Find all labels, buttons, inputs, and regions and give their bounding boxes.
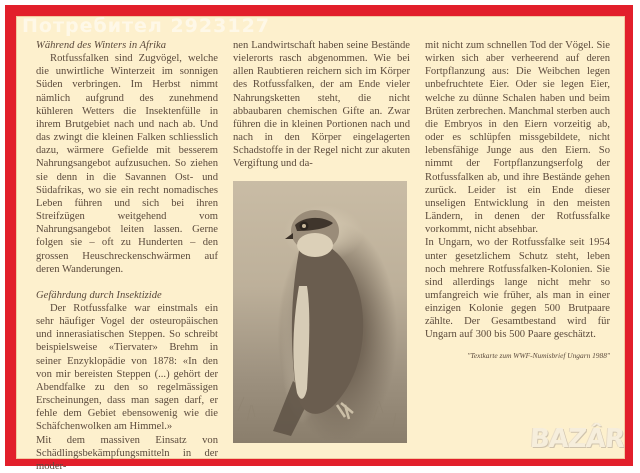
falcon-illustration-icon xyxy=(233,181,407,443)
text-column-3 xyxy=(425,39,610,342)
section-heading-winter: Während des Winters in Afrika xyxy=(36,40,167,51)
falcon-photo xyxy=(233,181,407,443)
paragraph-pesticides: Mit dem massiven Einsatz von Schädlingsbekämpfungsmitteln in der moder- xyxy=(36,434,218,472)
paragraph-migration: Rotfussfalken sind Zugvögel, welche die unwirtliche Winterzeit im sonnigen Süden verbringen. Im Herbst nimmt nämlich aufgrund des zunehmend kühleren Wetters die Insektenfülle in ihrem Brutgebiet nach und nach ab. Und das zwingt die kleinen Falken schliesslich dazu, wärmere Gefielde mit besserem Nahrungsangebot aufzusuchen. So ziehen sie denn in die Savannen Ost- und Südafrikas, wo sie ein recht nomadisches Leben führen und sich bei ihren Streifzügen weitgehend vom Nahrungsangebot leiten lassen. Gerne folgen sie – oft zu Hunderten – den grossen Heuschreckenschwärmen auf deren Wanderungen. xyxy=(36,53,218,275)
paragraph-hungary: In Ungarn, wo der Rotfussfalke seit 1954 unter gesetzlichem Schutz steht, leben noch mehrere Rotfussfalken-Kolonien. Sie sind allerdings lange nicht mehr so umfangreich wie früher, als man in einer einzigen Kolonie gegen 500 Brutpaare zählte. Der Gesamtbestand wird für Ungarn auf 300 bis 500 Paare geschätzt. xyxy=(425,237,610,341)
bazar-logo-watermark: BAZÂR xyxy=(528,424,625,454)
text-column-2 xyxy=(233,39,410,171)
text-column-1 xyxy=(36,39,218,473)
seller-watermark: Потребител 2923127 xyxy=(22,15,271,37)
paragraph-reproduction: mit nicht zum schnellen Tod der Vögel. Sie wirken sich aber verheerend auf deren Fortpflanzung aus: Die Weibchen legen unbefruchtete Eier. Oder sie legen Eier, welche zu dünne Schalen haben und beim Brüten zerbrechen. Manchmal sterben auch die Embryos in den Eiern vorzeitig ab, oder es schlüpfen missgebildete, nicht lebensfähige Junge aus den Eiern. So nimmt der Fortpflanzungserfolg der Rotfussfalken ab, und ihre Bestände gehen zurück. Leider ist ein Ende dieser unseligen Entwicklung in den meisten Ländern, in denen der Rotfussfalke vorkommt, nicht absehbar. xyxy=(425,40,610,236)
paragraph-poison: nen Landwirtschaft haben seine Bestände vielerorts rasch abgenommen. Wie bei allen Raubtieren reichern sich im Körper des Rotfussfalken, der am Ende vieler Nahrungsketten steht, die nicht abbaubaren chemischen Gifte an. Zwar führen die in kleinen Portionen nach und nach in den Körper eingelagerten Schadstoffe in der Regel nicht zur akuten Vergiftung und da- xyxy=(233,40,410,170)
paragraph-history: Der Rotfussfalke war einstmals ein sehr häufiger Vogel der osteuropäischen und innerasiatischen Steppen. So schreibt beispielsweise «Tiervater» Brehm in seiner Enzyklopädie von 1878: «In den von mir bereisten Steppen (...) gehört der Abendfalke zu den so regelmässigen Erscheinungen, dass man sagen darf, er fehle dem Gebiet ebensowenig wie die Schäfchenwolken am Himmel.» xyxy=(36,302,218,433)
section-heading-insecticides: Gefährdung durch Insektizide xyxy=(36,289,162,301)
source-credit: "Textkarte zum WWF-Numisbrief Ungarn 1988" xyxy=(467,351,610,360)
